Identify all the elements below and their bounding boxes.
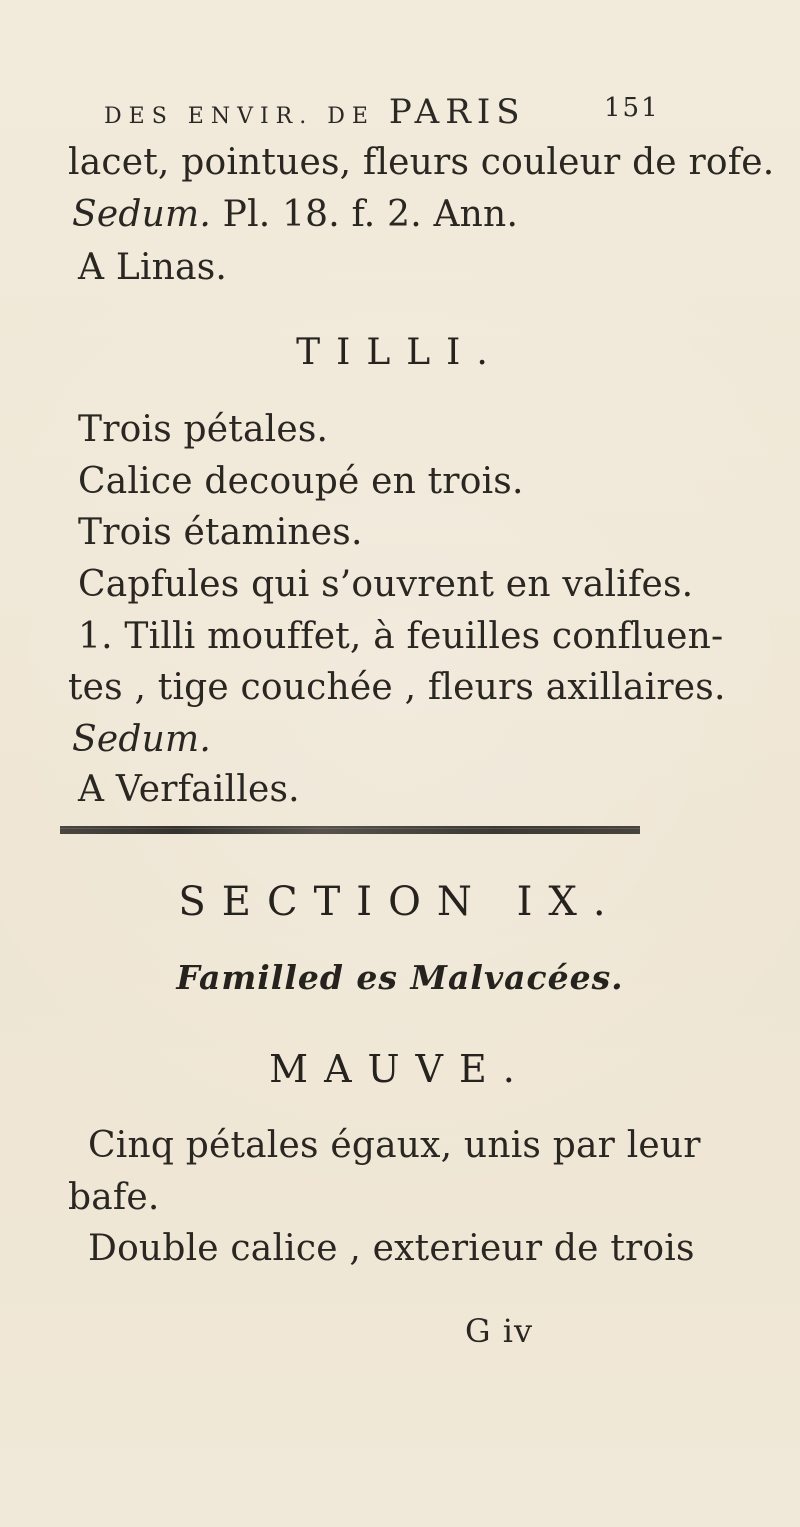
section-divider bbox=[60, 826, 640, 834]
text-line-13: bafe. bbox=[68, 1177, 160, 1218]
text-line-2 bbox=[72, 194, 519, 235]
running-header bbox=[104, 92, 660, 132]
text-line-7: Capfules qui s’ouvrent en valifes. bbox=[78, 564, 694, 605]
text-line-5: Calice decoupé en trois. bbox=[78, 461, 524, 502]
running-title-city: PARIS bbox=[388, 92, 526, 132]
text-line-4: Trois pétales. bbox=[78, 409, 329, 450]
section-heading-tilli: TILLI. bbox=[296, 332, 504, 373]
catchword: G iv bbox=[465, 1312, 534, 1350]
text-line-11: A Verfailles. bbox=[78, 769, 300, 810]
text-line-12: Cinq pétales égaux, unis par leur bbox=[88, 1125, 701, 1166]
page-number: 151 bbox=[604, 93, 660, 123]
running-title-prefix: DES ENVIR. DE bbox=[104, 104, 375, 129]
text-line-10: Sedum. bbox=[72, 719, 211, 760]
text-line-6: Trois étamines. bbox=[78, 512, 363, 553]
family-heading: Familled es Malvacées. bbox=[176, 958, 624, 997]
section-heading-ix: SECTION IX. bbox=[178, 879, 622, 925]
text-line-3: A Linas. bbox=[78, 247, 228, 288]
latin-name: Sedum. bbox=[72, 194, 211, 235]
text-line-2-rest: Pl. 18. f. 2. Ann. bbox=[222, 194, 519, 235]
text-line-8: 1. Tilli mouffet, à feuilles confluen- bbox=[78, 616, 724, 657]
text-line-9: tes , tige couchée , fleurs axillaires. bbox=[68, 667, 726, 708]
genus-heading: MAUVE. bbox=[269, 1047, 531, 1091]
text-line-14: Double calice , exterieur de trois bbox=[88, 1228, 695, 1269]
text-line-1: lacet, pointues, fleurs couleur de rofe. bbox=[68, 142, 775, 183]
